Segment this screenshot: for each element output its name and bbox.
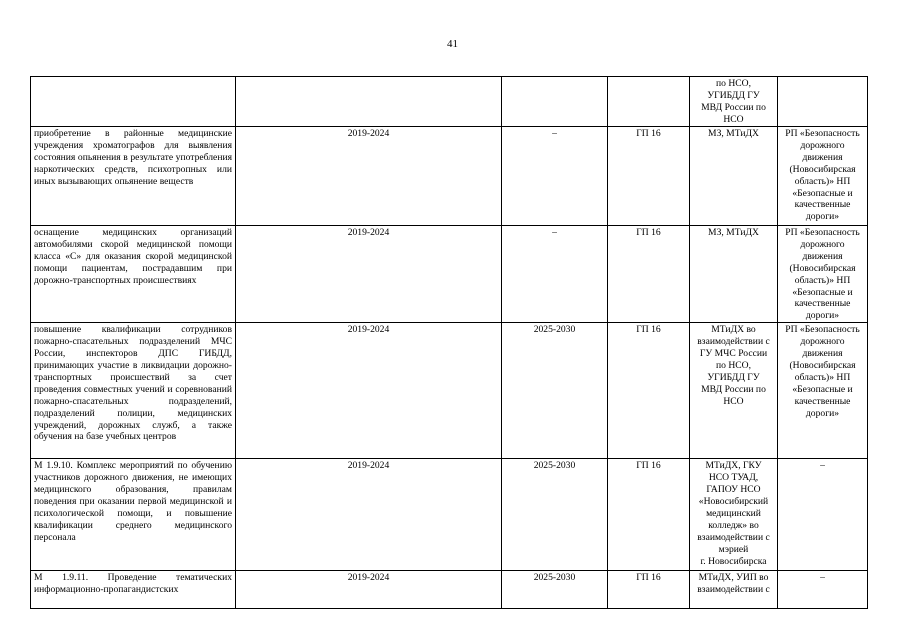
executor-cell: [690, 459, 778, 571]
period-next-cell: [502, 226, 608, 323]
period-cell: [236, 127, 502, 226]
program-text: ГП 16: [636, 128, 661, 139]
measure-cell: [31, 226, 236, 323]
executor-text: МТиДХ, УИП во взаимодействии с: [697, 572, 770, 596]
period-cell: [236, 77, 502, 127]
table-row: [31, 571, 868, 609]
measure-cell: [31, 459, 236, 571]
period-next-cell: [502, 77, 608, 127]
measure-cell: [31, 77, 236, 127]
table-row: [31, 77, 868, 127]
program-cell: [608, 77, 690, 127]
period-next-text: 2025-2030: [533, 324, 576, 336]
program-cell: [608, 459, 690, 571]
table-row: [31, 323, 868, 459]
measure-text: М 1.9.11. Проведение тематических информационно-пропагандистских: [34, 572, 232, 596]
measure-text: повышение квалификации сотрудников пожарно-спасательных подразделений МЧС России, инспекторов ДПС ГИБДД, принимающих участие в ликвидации дорожно-транспортных происшествий за счет проведения совместных учений и соревнований пожарно-спасательных подразделений, подразделений полиции, медицинских учреждений, дорожных служб, а также обучения на базе учебных центров: [34, 324, 232, 443]
period-text: 2019-2024: [347, 572, 390, 584]
program-cell: [608, 226, 690, 323]
measure-text: оснащение медицинских организаций автомобилями скорой медицинской помощи класса «С» для оказания скорой медицинской помощи пациентам, пострадавшим при дорожно-транспортных происшествиях: [34, 227, 232, 286]
executor-text: МЗ, МТиДХ: [708, 227, 759, 238]
period-text: 2019-2024: [347, 128, 390, 139]
project-cell: [778, 226, 868, 323]
period-next-text: –: [552, 227, 557, 238]
period-next-text: 2025-2030: [533, 572, 576, 584]
executor-text: по НСО, УГИБДД ГУ МВД России по НСО: [701, 78, 766, 125]
project-text: –: [820, 460, 825, 472]
project-cell: [778, 571, 868, 609]
measure-cell: [31, 571, 236, 609]
period-cell: [236, 459, 502, 571]
executor-text: МТиДХ во взаимодействии с ГУ МЧС России по НСО, УГИБДД ГУ МВД России по НСО: [697, 324, 770, 407]
program-cell: [608, 127, 690, 226]
project-text: РП «Безопасность дорожного движения (Новосибирская область)» НП «Безопасные и качественные дороги»: [785, 227, 860, 322]
table-row: [31, 459, 868, 571]
period-next-cell: [502, 127, 608, 226]
period-text: 2019-2024: [347, 460, 390, 472]
project-text: –: [820, 572, 825, 584]
executor-cell: [690, 77, 778, 127]
period-next-cell: [502, 323, 608, 459]
project-text: РП «Безопасность дорожного движения (Новосибирская область)» НП «Безопасные и качественные дороги»: [785, 128, 860, 223]
executor-cell: [690, 571, 778, 609]
period-next-text: 2025-2030: [533, 460, 576, 472]
program-text: ГП 16: [636, 324, 661, 336]
measure-text: приобретение в районные медицинские учреждения хроматографов для выявления состояния опьянения в результате употребления наркотических средств, психотропных или иных вызывающих опьянение веществ: [34, 128, 232, 187]
period-cell: [236, 571, 502, 609]
period-text: 2019-2024: [347, 227, 390, 238]
project-cell: [778, 127, 868, 226]
executor-cell: [690, 323, 778, 459]
program-text: ГП 16: [636, 572, 661, 584]
program-text: ГП 16: [636, 460, 661, 472]
executor-text: МЗ, МТиДХ: [708, 128, 759, 139]
table-row: [31, 127, 868, 226]
period-next-cell: [502, 571, 608, 609]
measure-cell: [31, 127, 236, 226]
program-text: ГП 16: [636, 227, 661, 238]
measure-cell: [31, 323, 236, 459]
executor-cell: [690, 127, 778, 226]
project-cell: [778, 323, 868, 459]
measures-table: [30, 76, 868, 609]
program-cell: [608, 571, 690, 609]
period-cell: [236, 226, 502, 323]
page-number: 41: [447, 38, 458, 50]
project-text: РП «Безопасность дорожного движения (Новосибирская область)» НП «Безопасные и качественные дороги»: [785, 324, 860, 419]
project-cell: [778, 77, 868, 127]
executor-text: МТиДХ, ГКУ НСО ТУАД, ГАПОУ НСО «Новосибирский медицинский колледж» во взаимодействии с мэрией г. Новосибирска: [697, 460, 770, 567]
program-cell: [608, 323, 690, 459]
period-text: 2019-2024: [347, 324, 390, 336]
period-next-text: –: [552, 128, 557, 139]
period-next-cell: [502, 459, 608, 571]
table-row: [31, 226, 868, 323]
period-cell: [236, 323, 502, 459]
project-cell: [778, 459, 868, 571]
measure-text: М 1.9.10. Комплекс мероприятий по обучению участников дорожного движения, не имеющих медицинского образования, правилам поведения при оказании первой медицинской и психологической помощи, и повышение квалификации среднего медицинского персонала: [34, 460, 232, 543]
executor-cell: [690, 226, 778, 323]
